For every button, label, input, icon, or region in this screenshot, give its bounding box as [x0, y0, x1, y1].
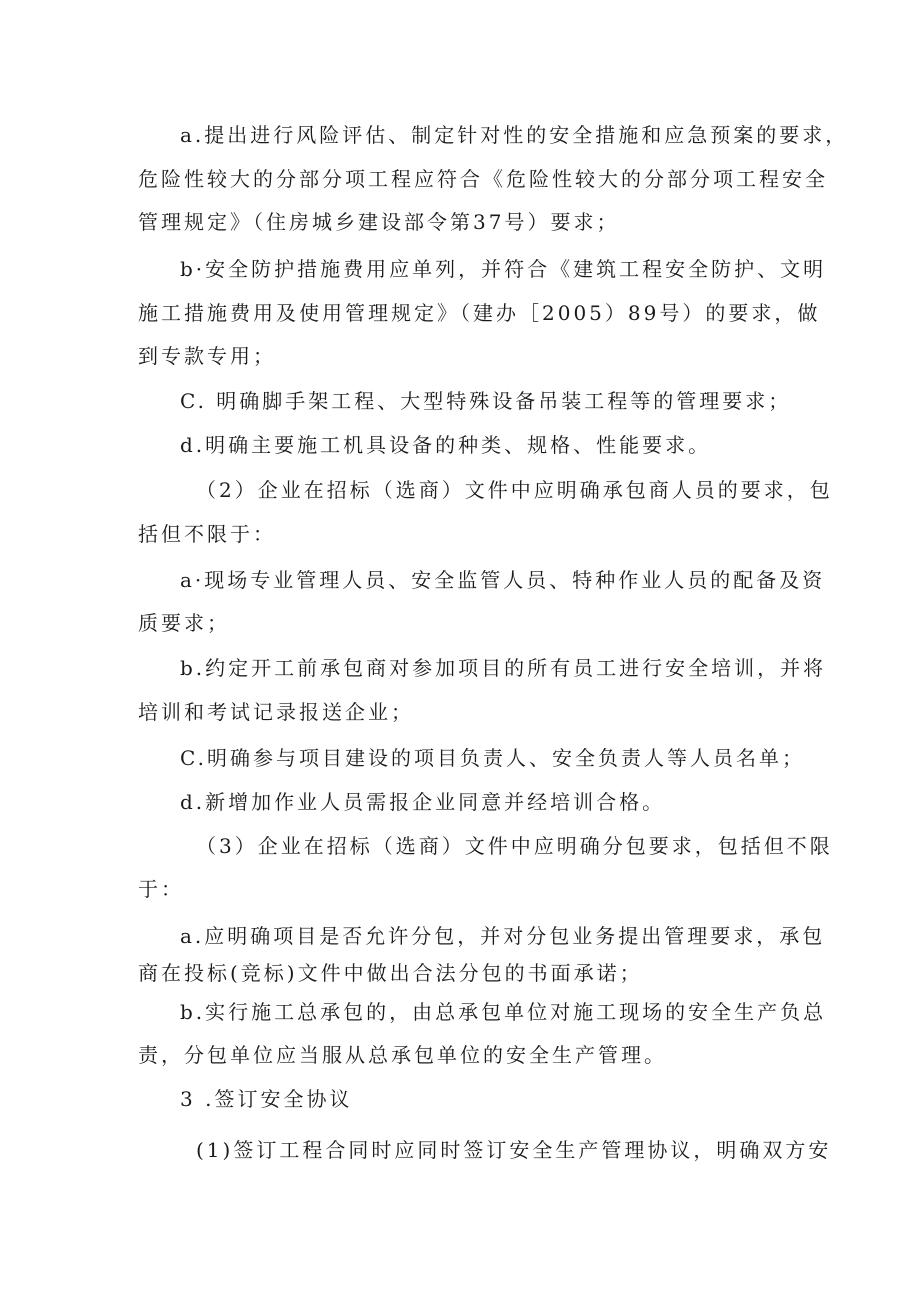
text-line: 括但不限于： — [138, 522, 276, 546]
text-line: d.新增加作业人员需报企业同意并经培训合格。 — [180, 790, 666, 814]
section-heading: 3 .签订安全协议 — [180, 1087, 353, 1111]
text-line: b.约定开工前承包商对参加项目的所有员工进行安全培训，并将 — [180, 656, 827, 680]
text-line: 商在投标(竞标)文件中做出合法分包的书面承诺； — [138, 961, 643, 985]
text-line: 于： — [138, 877, 184, 901]
text-line: b.实行施工总承包的，由总承包单位对施工现场的安全生产负总 — [180, 1000, 827, 1024]
text-line: C. 明确脚手架工程、大型特殊设备吊装工程等的管理要求； — [180, 389, 792, 413]
text-line: 到专款专用； — [138, 344, 276, 368]
text-line: 危险性较大的分部分项工程应符合《危险性较大的分部分项工程安全 — [138, 167, 828, 191]
text-line: 管理规定》（住房城乡建设部令第37号）要求； — [138, 210, 620, 234]
text-line: 培训和考试记录报送企业； — [138, 700, 414, 724]
text-line: 质要求； — [138, 611, 230, 635]
text-line: 责，分包单位应当服从总承包单位的安全生产管理。 — [138, 1043, 667, 1067]
text-line: a.提出进行风险评估、制定针对性的安全措施和应急预案的要求， — [180, 123, 849, 147]
text-line: C.明确参与项目建设的项目负责人、安全负责人等人员名单； — [180, 746, 805, 770]
text-line: （2）企业在招标（选商）文件中应明确承包商人员的要求，包 — [196, 478, 833, 502]
text-line: （3）企业在招标（选商）文件中应明确分包要求，包括但不限 — [196, 834, 833, 858]
text-line: (1)签订工程合同时应同时签订安全生产管理协议，明确双方安 — [196, 1138, 832, 1162]
text-line: a.应明确项目是否允许分包，并对分包业务提出管理要求，承包 — [180, 924, 826, 948]
text-line: d.明确主要施工机具设备的种类、规格、性能要求。 — [180, 433, 712, 457]
text-line: b·安全防护措施费用应单列，并符合《建筑工程安全防护、文明 — [180, 257, 827, 281]
text-line: a·现场专业管理人员、安全监管人员、特种作业人员的配备及资 — [180, 568, 826, 592]
text-line: 施工措施费用及使用管理规定》（建办［2005）89号）的要求，做 — [138, 301, 821, 325]
